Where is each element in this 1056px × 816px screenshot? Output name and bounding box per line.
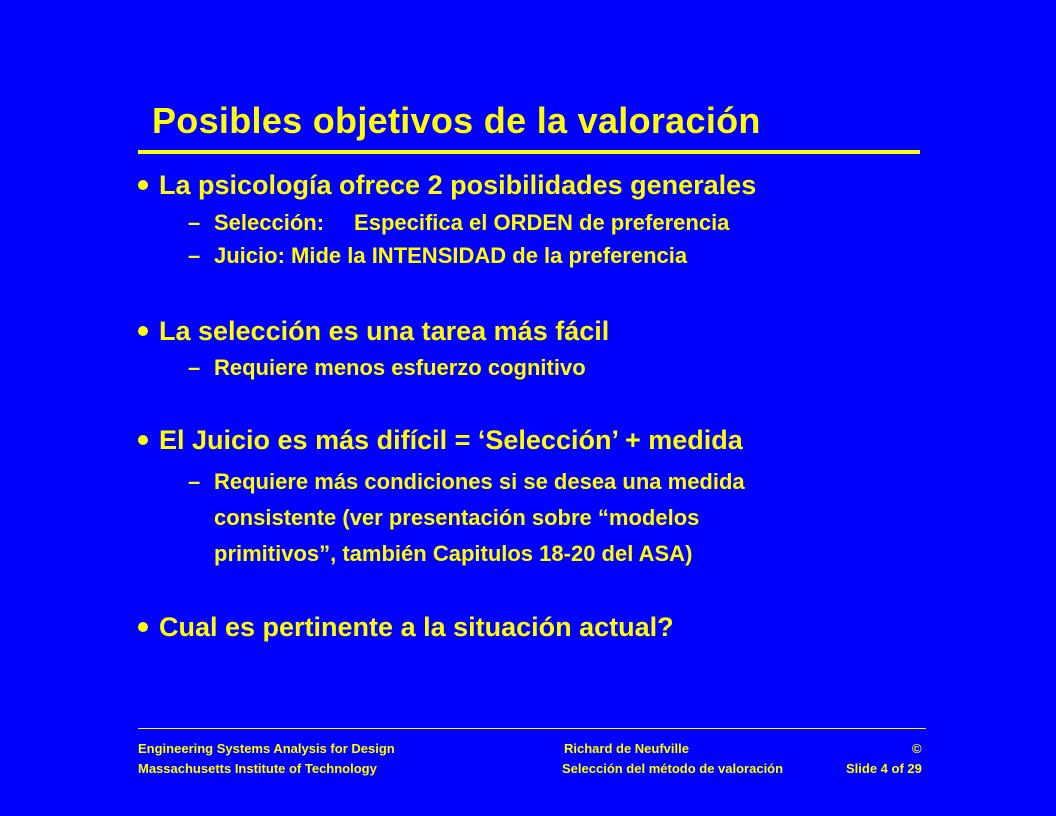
sub-item bbox=[188, 469, 745, 495]
bullet-text: La psicología ofrece 2 posibilidades generales bbox=[159, 170, 757, 200]
footer-divider bbox=[138, 728, 926, 729]
bullet-dot-icon bbox=[138, 435, 148, 445]
title-underline bbox=[138, 150, 920, 154]
bullet-item bbox=[138, 425, 743, 456]
sub-text: Requiere menos esfuerzo cognitivo bbox=[214, 355, 586, 380]
sub-text: Requiere más condiciones si se desea una medida bbox=[214, 469, 745, 494]
footer-institution: Massachusetts Institute of Technology bbox=[138, 761, 377, 776]
dash-icon: – bbox=[188, 243, 201, 268]
sub-text: Especifica el ORDEN de preferencia bbox=[354, 210, 730, 235]
bullet-text: Cual es pertinente a la situación actual? bbox=[159, 612, 674, 642]
sub-item bbox=[188, 243, 687, 269]
footer-slide-number: Slide 4 of 29 bbox=[846, 761, 922, 776]
footer-author: Richard de Neufville bbox=[564, 741, 689, 756]
sub-continuation: consistente (ver presentación sobre “modelos bbox=[214, 505, 700, 530]
footer-copyright: © bbox=[912, 741, 922, 756]
bullet-text: El Juicio es más difícil = ‘Selección’ + medida bbox=[159, 425, 743, 455]
sub-label: Selección: bbox=[214, 210, 325, 235]
bullet-item bbox=[138, 316, 609, 347]
footer-topic: Selección del método de valoración bbox=[562, 761, 784, 776]
bullet-dot-icon bbox=[138, 326, 148, 336]
bullet-text: La selección es una tarea más fácil bbox=[159, 316, 610, 346]
sub-continuation: primitivos”, también Capitulos 18-20 del ASA) bbox=[214, 541, 693, 566]
sub-text: Juicio: Mide la INTENSIDAD de la preferencia bbox=[214, 243, 688, 268]
bullet-item bbox=[138, 612, 674, 643]
dash-icon: – bbox=[188, 469, 201, 494]
bullet-dot-icon bbox=[138, 622, 148, 632]
bullet-dot-icon bbox=[138, 180, 148, 190]
sub-item bbox=[188, 210, 729, 236]
slide-title: Posibles objetivos de la valoración bbox=[152, 100, 761, 141]
bullet-item bbox=[138, 170, 756, 201]
dash-icon: – bbox=[188, 210, 201, 235]
footer-course: Engineering Systems Analysis for Design bbox=[138, 741, 395, 756]
sub-item bbox=[188, 355, 586, 381]
dash-icon: – bbox=[188, 355, 201, 380]
